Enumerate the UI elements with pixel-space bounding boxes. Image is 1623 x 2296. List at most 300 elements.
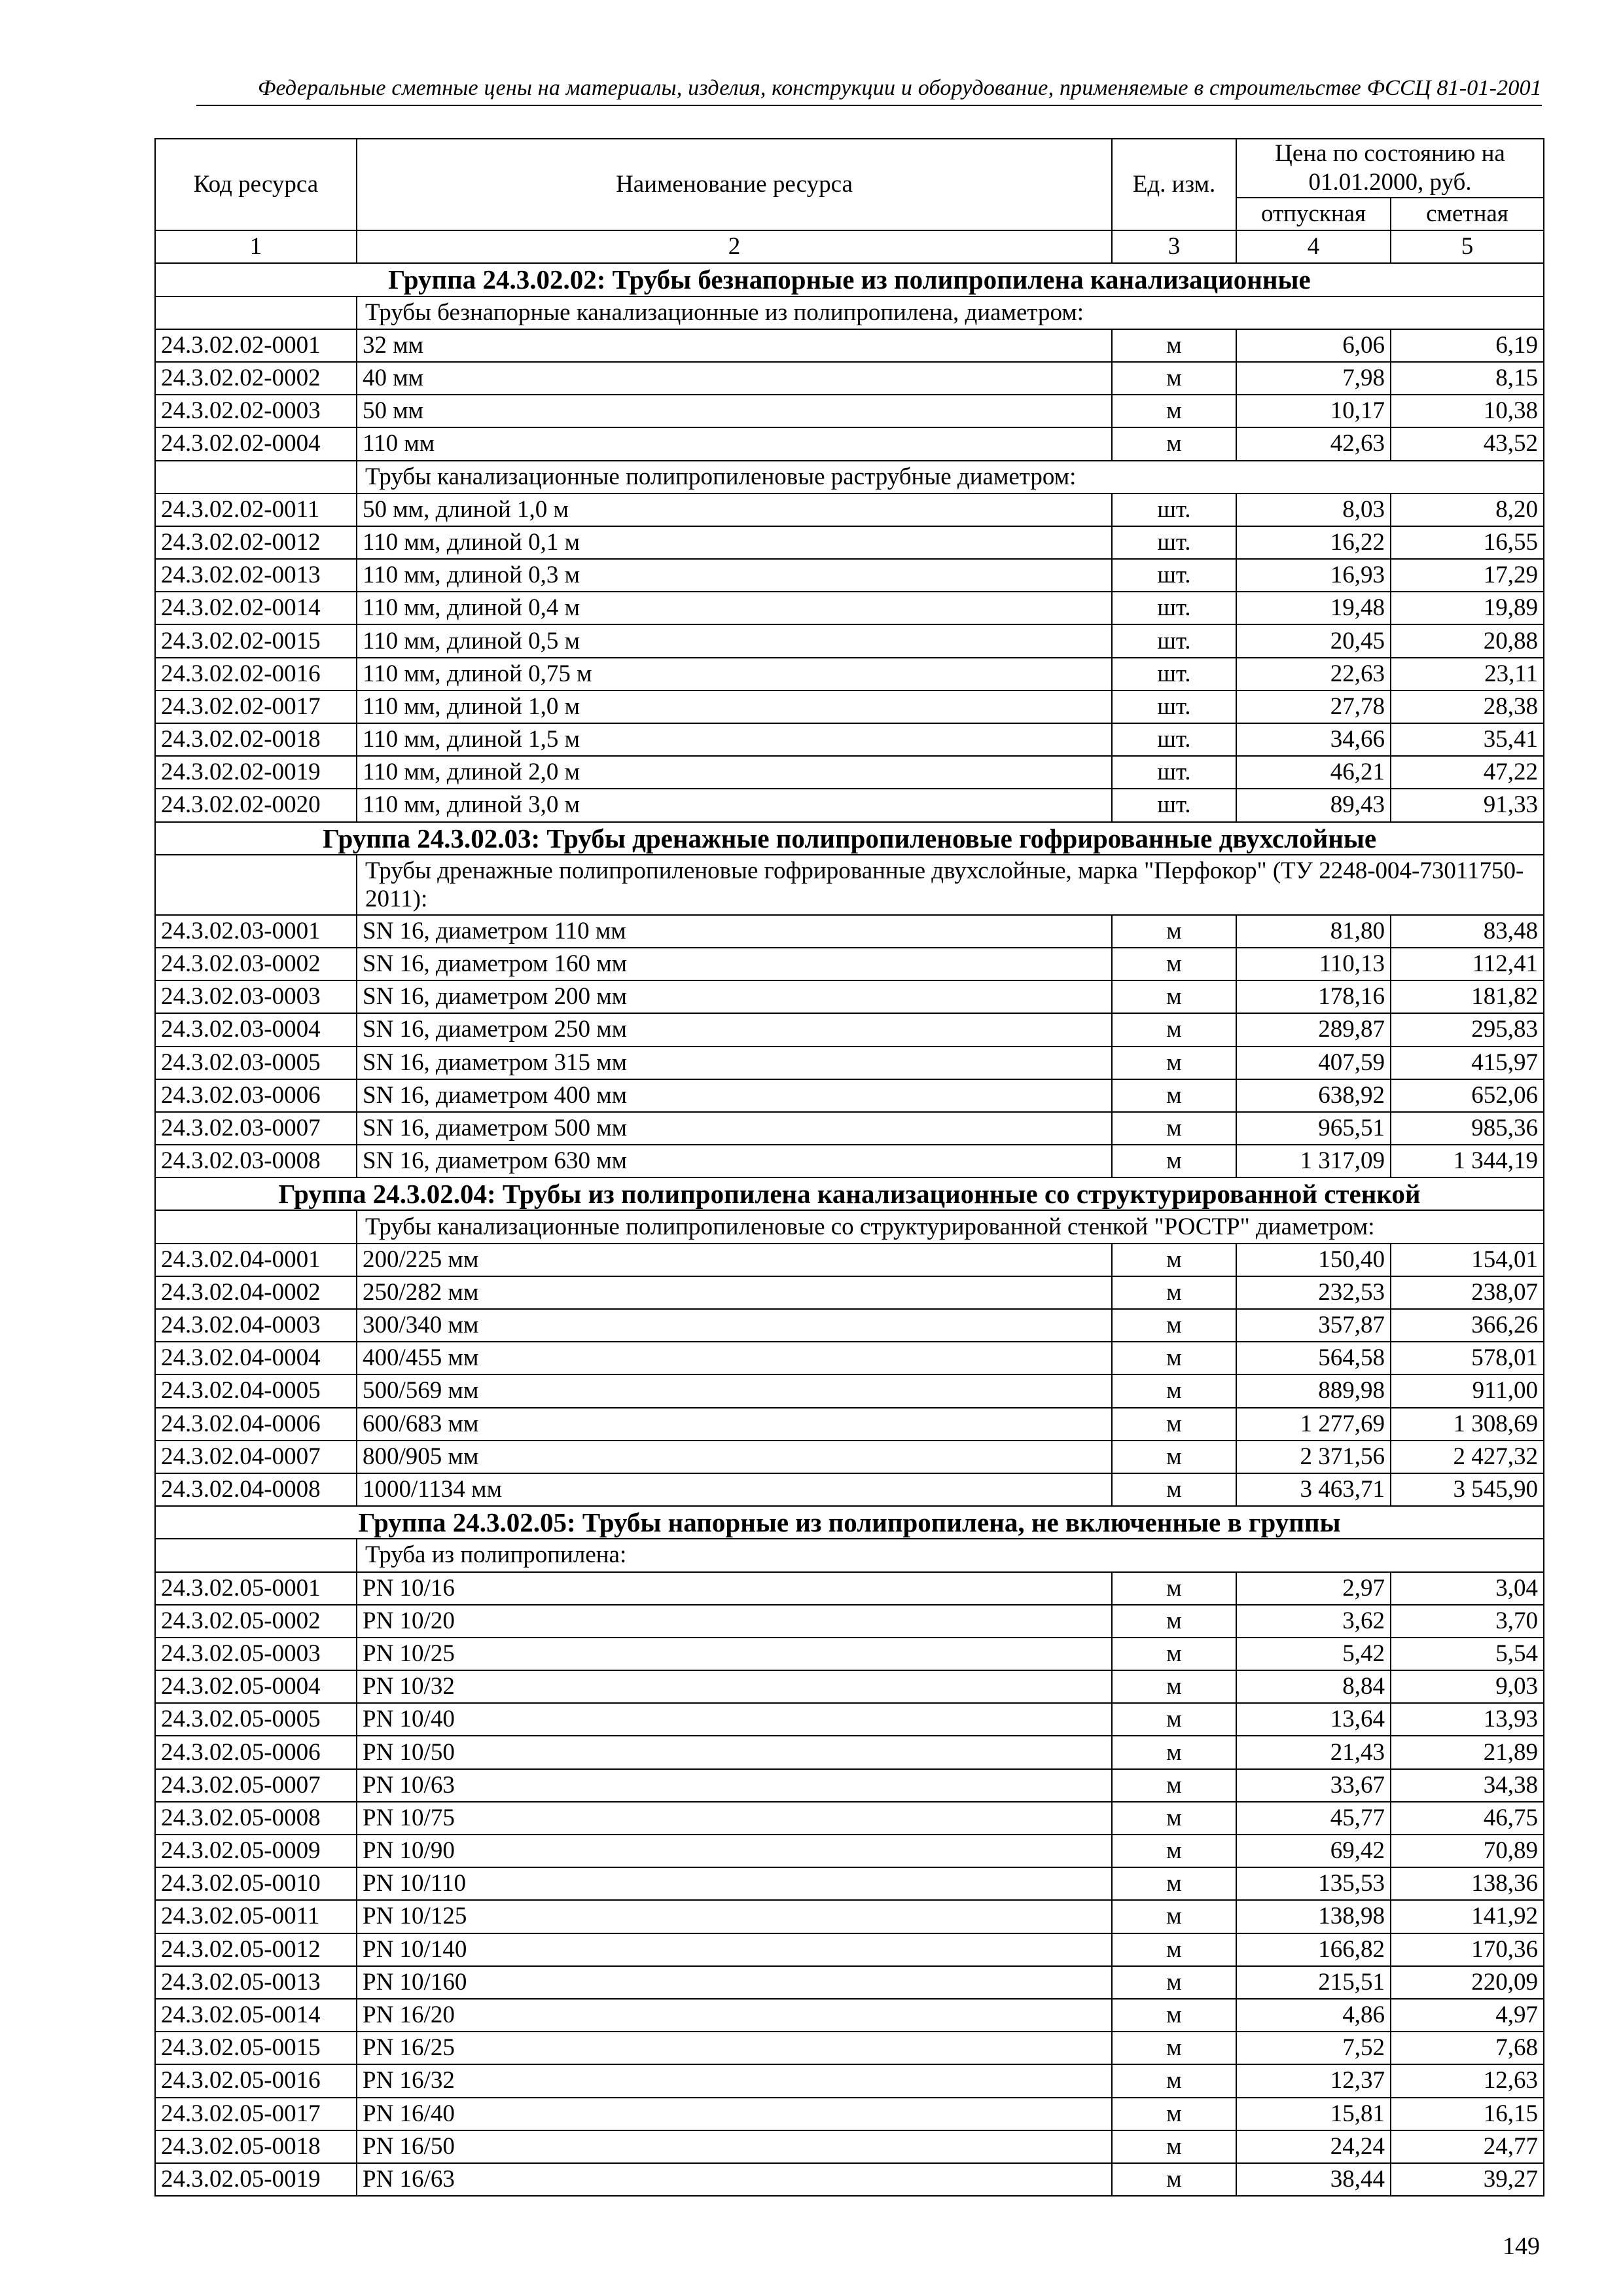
estimate-price: 8,20 xyxy=(1391,493,1544,526)
resource-name: 600/683 мм xyxy=(357,1408,1112,1441)
unit-of-measure: м xyxy=(1112,1802,1236,1835)
unit-of-measure: м xyxy=(1112,2032,1236,2064)
release-price: 16,22 xyxy=(1236,526,1391,559)
resource-name: PN 10/110 xyxy=(357,1867,1112,1900)
estimate-price: 366,26 xyxy=(1391,1309,1544,1342)
release-price: 45,77 xyxy=(1236,1802,1391,1835)
table-row xyxy=(155,1670,1544,1703)
estimate-price: 9,03 xyxy=(1391,1670,1544,1703)
release-price: 21,43 xyxy=(1236,1736,1391,1768)
table-row xyxy=(155,1079,1544,1112)
release-price: 34,66 xyxy=(1236,723,1391,756)
resource-name: PN 10/160 xyxy=(357,1966,1112,1999)
estimate-price: 47,22 xyxy=(1391,756,1544,789)
resource-name: 110 мм, длиной 3,0 м xyxy=(357,789,1112,821)
subgroup-heading-row xyxy=(155,855,1544,915)
resource-name: 110 мм, длиной 1,5 м xyxy=(357,723,1112,756)
resource-code: 24.3.02.02-0003 xyxy=(155,395,357,427)
release-price: 232,53 xyxy=(1236,1276,1391,1309)
table-row xyxy=(155,493,1544,526)
table-row xyxy=(155,2098,1544,2130)
column-number-row xyxy=(155,230,1544,263)
resource-name: 1000/1134 мм xyxy=(357,1473,1112,1506)
subgroup-empty-code xyxy=(155,296,357,329)
unit-of-measure: м xyxy=(1112,1309,1236,1342)
unit-of-measure: м xyxy=(1112,1441,1236,1473)
estimate-price: 220,09 xyxy=(1391,1966,1544,1999)
subgroup-empty-code xyxy=(155,1210,357,1243)
group-title: Группа 24.3.02.04: Трубы из полипропилена канализационные со структурированной стенкой xyxy=(155,1177,1544,1210)
release-price: 81,80 xyxy=(1236,915,1391,948)
release-price: 965,51 xyxy=(1236,1112,1391,1145)
release-price: 178,16 xyxy=(1236,980,1391,1013)
unit-of-measure: м xyxy=(1112,1112,1236,1145)
estimate-price: 911,00 xyxy=(1391,1374,1544,1407)
column-number: 4 xyxy=(1236,230,1391,263)
unit-of-measure: м xyxy=(1112,915,1236,948)
col-header-unit: Ед. изм. xyxy=(1112,139,1236,230)
resource-name: SN 16, диаметром 500 мм xyxy=(357,1112,1112,1145)
unit-of-measure: м xyxy=(1112,427,1236,460)
subgroup-heading-row xyxy=(155,296,1544,329)
page-number: 149 xyxy=(1503,2233,1540,2260)
release-price: 89,43 xyxy=(1236,789,1391,821)
unit-of-measure: шт. xyxy=(1112,691,1236,723)
resource-name: PN 10/16 xyxy=(357,1572,1112,1605)
release-price: 69,42 xyxy=(1236,1835,1391,1867)
resource-code: 24.3.02.05-0014 xyxy=(155,1999,357,2032)
resource-name: 110 мм, длиной 0,1 м xyxy=(357,526,1112,559)
resource-code: 24.3.02.05-0004 xyxy=(155,1670,357,1703)
resource-code: 24.3.02.02-0001 xyxy=(155,329,357,362)
table-row xyxy=(155,658,1544,691)
col-header-release: отпускная xyxy=(1236,198,1391,230)
unit-of-measure: шт. xyxy=(1112,789,1236,821)
unit-of-measure: м xyxy=(1112,1572,1236,1605)
subgroup-heading-row xyxy=(155,1210,1544,1243)
resource-code: 24.3.02.03-0008 xyxy=(155,1145,357,1177)
resource-code: 24.3.02.04-0002 xyxy=(155,1276,357,1309)
unit-of-measure: м xyxy=(1112,2163,1236,2196)
resource-code: 24.3.02.05-0012 xyxy=(155,1933,357,1966)
estimate-price: 17,29 xyxy=(1391,559,1544,592)
resource-code: 24.3.02.05-0009 xyxy=(155,1835,357,1867)
resource-code: 24.3.02.03-0001 xyxy=(155,915,357,948)
resource-name: 110 мм, длиной 2,0 м xyxy=(357,756,1112,789)
resource-code: 24.3.02.03-0004 xyxy=(155,1013,357,1046)
estimate-price: 578,01 xyxy=(1391,1342,1544,1374)
table-row xyxy=(155,948,1544,980)
resource-name: PN 10/32 xyxy=(357,1670,1112,1703)
price-table xyxy=(154,138,1544,2197)
group-heading-row xyxy=(155,1177,1544,1210)
estimate-price: 652,06 xyxy=(1391,1079,1544,1112)
subgroup-title: Трубы дренажные полипропиленовые гофрированные двухслойные, марка "Перфокор" (ТУ 2248-004-73011750-2011): xyxy=(357,855,1544,915)
resource-code: 24.3.02.05-0018 xyxy=(155,2130,357,2163)
unit-of-measure: м xyxy=(1112,2130,1236,2163)
release-price: 3 463,71 xyxy=(1236,1473,1391,1506)
resource-code: 24.3.02.02-0019 xyxy=(155,756,357,789)
unit-of-measure: м xyxy=(1112,2098,1236,2130)
col-header-name: Наименование ресурса xyxy=(357,139,1112,230)
column-number: 5 xyxy=(1391,230,1544,263)
table-row xyxy=(155,2130,1544,2163)
resource-code: 24.3.02.02-0014 xyxy=(155,592,357,624)
estimate-price: 35,41 xyxy=(1391,723,1544,756)
table-row xyxy=(155,756,1544,789)
resource-code: 24.3.02.02-0016 xyxy=(155,658,357,691)
estimate-price: 19,89 xyxy=(1391,592,1544,624)
resource-code: 24.3.02.02-0017 xyxy=(155,691,357,723)
estimate-price: 13,93 xyxy=(1391,1703,1544,1736)
resource-code: 24.3.02.03-0003 xyxy=(155,980,357,1013)
resource-name: 50 мм xyxy=(357,395,1112,427)
unit-of-measure: шт. xyxy=(1112,493,1236,526)
table-row xyxy=(155,1638,1544,1670)
release-price: 407,59 xyxy=(1236,1047,1391,1079)
resource-name: 40 мм xyxy=(357,362,1112,395)
table-row xyxy=(155,1112,1544,1145)
estimate-price: 2 427,32 xyxy=(1391,1441,1544,1473)
resource-name: 32 мм xyxy=(357,329,1112,362)
table-row xyxy=(155,1605,1544,1638)
resource-code: 24.3.02.02-0020 xyxy=(155,789,357,821)
estimate-price: 154,01 xyxy=(1391,1244,1544,1276)
release-price: 38,44 xyxy=(1236,2163,1391,2196)
estimate-price: 4,97 xyxy=(1391,1999,1544,2032)
group-heading-row xyxy=(155,822,1544,855)
release-price: 1 317,09 xyxy=(1236,1145,1391,1177)
release-price: 889,98 xyxy=(1236,1374,1391,1407)
resource-name: PN 10/50 xyxy=(357,1736,1112,1768)
resource-name: 800/905 мм xyxy=(357,1441,1112,1473)
table-row xyxy=(155,1572,1544,1605)
unit-of-measure: м xyxy=(1112,1966,1236,1999)
resource-code: 24.3.02.02-0018 xyxy=(155,723,357,756)
estimate-price: 23,11 xyxy=(1391,658,1544,691)
unit-of-measure: шт. xyxy=(1112,559,1236,592)
estimate-price: 238,07 xyxy=(1391,1276,1544,1309)
resource-code: 24.3.02.05-0002 xyxy=(155,1605,357,1638)
resource-name: 300/340 мм xyxy=(357,1309,1112,1342)
resource-code: 24.3.02.05-0008 xyxy=(155,1802,357,1835)
subgroup-empty-code xyxy=(155,855,357,915)
estimate-price: 170,36 xyxy=(1391,1933,1544,1966)
release-price: 110,13 xyxy=(1236,948,1391,980)
estimate-price: 12,63 xyxy=(1391,2064,1544,2097)
table-row xyxy=(155,395,1544,427)
release-price: 7,98 xyxy=(1236,362,1391,395)
estimate-price: 3 545,90 xyxy=(1391,1473,1544,1506)
group-title: Группа 24.3.02.05: Трубы напорные из полипропилена, не включенные в группы xyxy=(155,1506,1544,1539)
resource-code: 24.3.02.05-0003 xyxy=(155,1638,357,1670)
resource-name: PN 10/20 xyxy=(357,1605,1112,1638)
release-price: 12,37 xyxy=(1236,2064,1391,2097)
resource-name: PN 16/32 xyxy=(357,2064,1112,2097)
header-rule xyxy=(196,105,1542,106)
subgroup-title: Труба из полипропилена: xyxy=(357,1539,1544,1571)
table-header-row xyxy=(155,139,1544,198)
resource-code: 24.3.02.04-0006 xyxy=(155,1408,357,1441)
resource-code: 24.3.02.04-0007 xyxy=(155,1441,357,1473)
col-header-code: Код ресурса xyxy=(155,139,357,230)
resource-code: 24.3.02.04-0008 xyxy=(155,1473,357,1506)
estimate-price: 70,89 xyxy=(1391,1835,1544,1867)
table-row xyxy=(155,1441,1544,1473)
estimate-price: 28,38 xyxy=(1391,691,1544,723)
table-row xyxy=(155,592,1544,624)
estimate-price: 1 308,69 xyxy=(1391,1408,1544,1441)
estimate-price: 7,68 xyxy=(1391,2032,1544,2064)
estimate-price: 5,54 xyxy=(1391,1638,1544,1670)
estimate-price: 985,36 xyxy=(1391,1112,1544,1145)
table-row xyxy=(155,1933,1544,1966)
estimate-price: 43,52 xyxy=(1391,427,1544,460)
release-price: 13,64 xyxy=(1236,1703,1391,1736)
group-heading-row xyxy=(155,263,1544,296)
table-row xyxy=(155,723,1544,756)
resource-name: PN 10/90 xyxy=(357,1835,1112,1867)
resource-name: 110 мм, длиной 0,4 м xyxy=(357,592,1112,624)
release-price: 638,92 xyxy=(1236,1079,1391,1112)
running-header: Федеральные сметные цены на материалы, изделия, конструкции и оборудование, применяемые в строительстве ФССЦ 81-01-2001 xyxy=(257,76,1542,100)
unit-of-measure: шт. xyxy=(1112,526,1236,559)
unit-of-measure: м xyxy=(1112,1342,1236,1374)
resource-name: 110 мм, длиной 0,3 м xyxy=(357,559,1112,592)
unit-of-measure: м xyxy=(1112,329,1236,362)
table-row xyxy=(155,1374,1544,1407)
release-price: 15,81 xyxy=(1236,2098,1391,2130)
release-price: 4,86 xyxy=(1236,1999,1391,2032)
table-row xyxy=(155,1802,1544,1835)
table-row xyxy=(155,915,1544,948)
resource-name: PN 10/63 xyxy=(357,1769,1112,1802)
unit-of-measure: м xyxy=(1112,980,1236,1013)
estimate-price: 415,97 xyxy=(1391,1047,1544,1079)
release-price: 2,97 xyxy=(1236,1572,1391,1605)
resource-code: 24.3.02.02-0011 xyxy=(155,493,357,526)
release-price: 2 371,56 xyxy=(1236,1441,1391,1473)
resource-code: 24.3.02.03-0002 xyxy=(155,948,357,980)
table-row xyxy=(155,427,1544,460)
estimate-price: 3,70 xyxy=(1391,1605,1544,1638)
release-price: 6,06 xyxy=(1236,329,1391,362)
subgroup-empty-code xyxy=(155,1539,357,1571)
group-title: Группа 24.3.02.03: Трубы дренажные полипропиленовые гофрированные двухслойные xyxy=(155,822,1544,855)
resource-name: PN 10/40 xyxy=(357,1703,1112,1736)
estimate-price: 112,41 xyxy=(1391,948,1544,980)
unit-of-measure: шт. xyxy=(1112,624,1236,657)
resource-name: PN 16/50 xyxy=(357,2130,1112,2163)
subgroup-title: Трубы канализационные полипропиленовые раструбные диаметром: xyxy=(357,461,1544,493)
table-row xyxy=(155,1769,1544,1802)
resource-code: 24.3.02.02-0012 xyxy=(155,526,357,559)
unit-of-measure: шт. xyxy=(1112,723,1236,756)
release-price: 8,03 xyxy=(1236,493,1391,526)
estimate-price: 141,92 xyxy=(1391,1900,1544,1933)
table-row xyxy=(155,789,1544,821)
estimate-price: 24,77 xyxy=(1391,2130,1544,2163)
estimate-price: 39,27 xyxy=(1391,2163,1544,2196)
resource-name: PN 16/20 xyxy=(357,1999,1112,2032)
unit-of-measure: м xyxy=(1112,1900,1236,1933)
resource-code: 24.3.02.05-0011 xyxy=(155,1900,357,1933)
resource-name: 400/455 мм xyxy=(357,1342,1112,1374)
estimate-price: 10,38 xyxy=(1391,395,1544,427)
unit-of-measure: м xyxy=(1112,1244,1236,1276)
subgroup-heading-row xyxy=(155,1539,1544,1571)
resource-name: PN 10/140 xyxy=(357,1933,1112,1966)
release-price: 166,82 xyxy=(1236,1933,1391,1966)
table-row xyxy=(155,1473,1544,1506)
resource-name: 50 мм, длиной 1,0 м xyxy=(357,493,1112,526)
resource-name: PN 10/125 xyxy=(357,1900,1112,1933)
resource-name: PN 16/63 xyxy=(357,2163,1112,2196)
release-price: 10,17 xyxy=(1236,395,1391,427)
resource-name: SN 16, диаметром 400 мм xyxy=(357,1079,1112,1112)
release-price: 20,45 xyxy=(1236,624,1391,657)
resource-code: 24.3.02.02-0013 xyxy=(155,559,357,592)
table-row xyxy=(155,2032,1544,2064)
table-row xyxy=(155,624,1544,657)
resource-name: 200/225 мм xyxy=(357,1244,1112,1276)
resource-code: 24.3.02.02-0004 xyxy=(155,427,357,460)
resource-name: 110 мм, длиной 0,5 м xyxy=(357,624,1112,657)
estimate-price: 8,15 xyxy=(1391,362,1544,395)
release-price: 289,87 xyxy=(1236,1013,1391,1046)
unit-of-measure: м xyxy=(1112,1145,1236,1177)
estimate-price: 34,38 xyxy=(1391,1769,1544,1802)
release-price: 3,62 xyxy=(1236,1605,1391,1638)
resource-code: 24.3.02.04-0001 xyxy=(155,1244,357,1276)
table-row xyxy=(155,1276,1544,1309)
estimate-price: 16,15 xyxy=(1391,2098,1544,2130)
unit-of-measure: м xyxy=(1112,1999,1236,2032)
release-price: 215,51 xyxy=(1236,1966,1391,1999)
col-header-estimate: сметная xyxy=(1391,198,1544,230)
resource-code: 24.3.02.03-0006 xyxy=(155,1079,357,1112)
release-price: 27,78 xyxy=(1236,691,1391,723)
unit-of-measure: м xyxy=(1112,948,1236,980)
subgroup-title: Трубы безнапорные канализационные из полипропилена, диаметром: xyxy=(357,296,1544,329)
release-price: 24,24 xyxy=(1236,2130,1391,2163)
resource-name: SN 16, диаметром 630 мм xyxy=(357,1145,1112,1177)
subgroup-heading-row xyxy=(155,461,1544,493)
table-row xyxy=(155,329,1544,362)
table-row xyxy=(155,362,1544,395)
table-row xyxy=(155,2064,1544,2097)
resource-name: SN 16, диаметром 200 мм xyxy=(357,980,1112,1013)
estimate-price: 91,33 xyxy=(1391,789,1544,821)
unit-of-measure: м xyxy=(1112,1408,1236,1441)
unit-of-measure: м xyxy=(1112,1605,1236,1638)
resource-name: 500/569 мм xyxy=(357,1374,1112,1407)
unit-of-measure: м xyxy=(1112,1013,1236,1046)
estimate-price: 6,19 xyxy=(1391,329,1544,362)
resource-name: 250/282 мм xyxy=(357,1276,1112,1309)
release-price: 357,87 xyxy=(1236,1309,1391,1342)
resource-name: SN 16, диаметром 160 мм xyxy=(357,948,1112,980)
table-row xyxy=(155,1145,1544,1177)
resource-code: 24.3.02.05-0019 xyxy=(155,2163,357,2196)
resource-name: PN 10/75 xyxy=(357,1802,1112,1835)
table-row xyxy=(155,1966,1544,1999)
table-row xyxy=(155,1736,1544,1768)
resource-code: 24.3.02.05-0005 xyxy=(155,1703,357,1736)
column-number: 3 xyxy=(1112,230,1236,263)
table-row xyxy=(155,1999,1544,2032)
resource-name: PN 16/40 xyxy=(357,2098,1112,2130)
unit-of-measure: шт. xyxy=(1112,756,1236,789)
resource-name: PN 10/25 xyxy=(357,1638,1112,1670)
resource-code: 24.3.02.05-0013 xyxy=(155,1966,357,1999)
unit-of-measure: м xyxy=(1112,1670,1236,1703)
column-number: 2 xyxy=(357,230,1112,263)
release-price: 8,84 xyxy=(1236,1670,1391,1703)
group-title: Группа 24.3.02.02: Трубы безнапорные из полипропилена канализационные xyxy=(155,263,1544,296)
subgroup-empty-code xyxy=(155,461,357,493)
column-number: 1 xyxy=(155,230,357,263)
unit-of-measure: шт. xyxy=(1112,658,1236,691)
table-row xyxy=(155,1244,1544,1276)
resource-code: 24.3.02.05-0001 xyxy=(155,1572,357,1605)
resource-name: SN 16, диаметром 315 мм xyxy=(357,1047,1112,1079)
resource-code: 24.3.02.05-0010 xyxy=(155,1867,357,1900)
unit-of-measure: м xyxy=(1112,1079,1236,1112)
table-row xyxy=(155,1408,1544,1441)
table-row xyxy=(155,1047,1544,1079)
resource-code: 24.3.02.04-0004 xyxy=(155,1342,357,1374)
estimate-price: 295,83 xyxy=(1391,1013,1544,1046)
subgroup-title: Трубы канализационные полипропиленовые со структурированной стенкой "РОСТР" диаметром: xyxy=(357,1210,1544,1243)
unit-of-measure: м xyxy=(1112,1703,1236,1736)
release-price: 5,42 xyxy=(1236,1638,1391,1670)
group-heading-row xyxy=(155,1506,1544,1539)
resource-code: 24.3.02.05-0016 xyxy=(155,2064,357,2097)
release-price: 138,98 xyxy=(1236,1900,1391,1933)
estimate-price: 21,89 xyxy=(1391,1736,1544,1768)
table-row xyxy=(155,2163,1544,2196)
resource-code: 24.3.02.02-0002 xyxy=(155,362,357,395)
unit-of-measure: м xyxy=(1112,362,1236,395)
release-price: 33,67 xyxy=(1236,1769,1391,1802)
table-row xyxy=(155,526,1544,559)
release-price: 135,53 xyxy=(1236,1867,1391,1900)
resource-code: 24.3.02.05-0017 xyxy=(155,2098,357,2130)
resource-code: 24.3.02.03-0005 xyxy=(155,1047,357,1079)
unit-of-measure: м xyxy=(1112,1835,1236,1867)
estimate-price: 83,48 xyxy=(1391,915,1544,948)
col-header-price-group: Цена по состоянию на 01.01.2000, руб. xyxy=(1236,139,1544,198)
unit-of-measure: м xyxy=(1112,1276,1236,1309)
resource-name: 110 мм, длиной 0,75 м xyxy=(357,658,1112,691)
table-body xyxy=(155,263,1544,2196)
release-price: 19,48 xyxy=(1236,592,1391,624)
resource-code: 24.3.02.04-0005 xyxy=(155,1374,357,1407)
unit-of-measure: м xyxy=(1112,1736,1236,1768)
unit-of-measure: м xyxy=(1112,1933,1236,1966)
unit-of-measure: м xyxy=(1112,1473,1236,1506)
resource-name: PN 16/25 xyxy=(357,2032,1112,2064)
estimate-price: 138,36 xyxy=(1391,1867,1544,1900)
estimate-price: 46,75 xyxy=(1391,1802,1544,1835)
unit-of-measure: м xyxy=(1112,1769,1236,1802)
table-row xyxy=(155,1309,1544,1342)
release-price: 42,63 xyxy=(1236,427,1391,460)
resource-code: 24.3.02.05-0007 xyxy=(155,1769,357,1802)
table-row xyxy=(155,1013,1544,1046)
release-price: 564,58 xyxy=(1236,1342,1391,1374)
